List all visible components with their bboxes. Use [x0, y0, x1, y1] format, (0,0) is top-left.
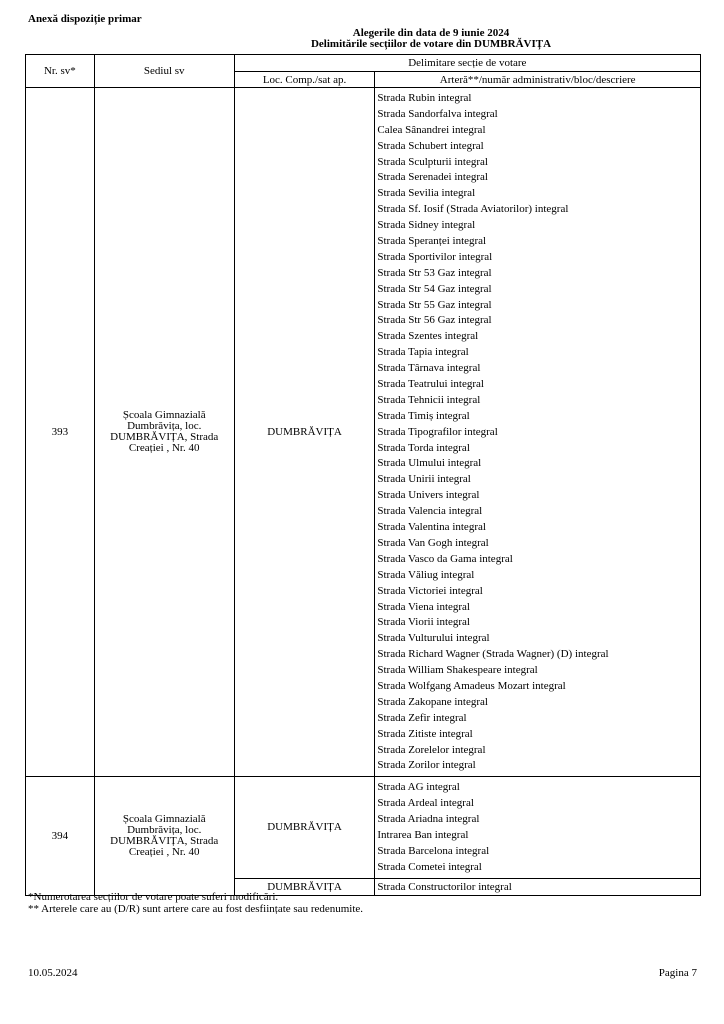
street-item: Strada Sevilia integral	[377, 187, 476, 200]
locality: DUMBRĂVIȚA	[234, 777, 375, 878]
street-item: Strada Serenadei integral	[377, 171, 488, 184]
street-item: Strada Zorelelor integral	[377, 743, 486, 756]
street-item: Strada Str 54 Gaz integral	[377, 282, 492, 295]
street-item: Strada Teatrului integral	[377, 378, 484, 391]
street-item: Strada Str 56 Gaz integral	[377, 314, 492, 327]
street-item: Strada Richard Wagner (Strada Wagner) (D) integral	[377, 648, 609, 661]
venue-line: Școala Gimnazială	[122, 409, 206, 422]
street-item: Strada Str 55 Gaz integral	[377, 298, 492, 311]
section-venue	[94, 88, 234, 777]
venue-line: DUMBRĂVIȚA, Strada	[110, 431, 219, 444]
street-item: Strada Văliug integral	[377, 568, 475, 581]
street-item: Strada Sportivilor integral	[377, 250, 493, 263]
street-item: Strada Szentes integral	[377, 330, 479, 343]
street-item: Strada Cometei integral	[377, 860, 482, 873]
street-item: Strada Viorii integral	[377, 616, 470, 629]
annex-label: Anexă dispoziție primar	[28, 13, 142, 25]
header-nr: Nr. sv*	[26, 55, 95, 88]
street-item: Strada Tapia integral	[377, 346, 469, 359]
street-item: Strada Viena integral	[377, 600, 470, 613]
street-item: Calea Sânandrei integral	[377, 123, 486, 136]
street-item: Strada Torda integral	[377, 441, 470, 454]
street-item: Strada AG integral	[377, 781, 460, 794]
venue-line: Creației , Nr. 40	[128, 442, 200, 455]
footnote-1: *Numerotarea secțiilor de votare poate suferi modificări.	[28, 891, 279, 903]
locality: DUMBRĂVIȚA	[234, 88, 375, 777]
venue-line: Dumbrăvița, loc.	[127, 420, 202, 433]
street-item: Strada Victoriei integral	[377, 584, 483, 597]
header-loc: Loc. Comp./sat ap.	[234, 72, 375, 88]
footer-date: 10.05.2024	[28, 967, 78, 979]
street-item: Strada Tipografilor integral	[377, 425, 498, 438]
street-item: Strada Univers integral	[377, 489, 480, 502]
street-item: Strada Tehnicii integral	[377, 393, 481, 406]
street-item: Strada Sidney integral	[377, 219, 476, 232]
title-line-2: Delimitările secțiilor de votare din DUMBRĂVIȚA	[310, 38, 552, 50]
street-item: Strada Valentina integral	[377, 521, 486, 534]
street-item: Strada Vasco da Gama integral	[377, 552, 513, 565]
street-item: Strada Ariadna integral	[377, 813, 480, 826]
venue-line: Școala Gimnazială	[122, 812, 206, 825]
street-list	[375, 777, 701, 878]
street-item: Intrarea Ban integral	[377, 828, 469, 841]
street-item: Strada Constructorilor integral	[375, 878, 701, 895]
street-list	[375, 88, 701, 777]
street-item: Strada Rubin integral	[377, 92, 472, 104]
venue-line: Creației , Nr. 40	[128, 845, 200, 858]
street-item: Strada Speranței integral	[377, 235, 487, 248]
document-subtitle	[0, 38, 724, 50]
street-item: Strada Zorilor integral	[377, 759, 476, 772]
street-item: Strada Ardeal integral	[377, 797, 474, 810]
footer-page: Pagina 7	[658, 967, 697, 979]
street-item: Strada Sf. Iosif (Strada Aviatorilor) integral	[377, 203, 569, 216]
street-item: Strada Van Gogh integral	[377, 536, 489, 549]
header-delimitare: Delimitare secție de votare	[234, 55, 700, 72]
street-item: Strada Sandorfalva integral	[377, 107, 498, 120]
section-venue	[94, 777, 234, 895]
street-item: Strada Zitiste integral	[377, 727, 473, 740]
table-row	[26, 88, 701, 777]
section-number: 394	[26, 777, 95, 895]
street-item: Strada Wolfgang Amadeus Mozart integral	[377, 679, 566, 692]
street-item: Strada Ulmului integral	[377, 457, 482, 470]
locality: DUMBRĂVIȚA	[234, 878, 375, 895]
sections-table	[25, 54, 701, 896]
street-item: Strada William Shakespeare integral	[377, 664, 538, 677]
street-item: Strada Unirii integral	[377, 473, 471, 486]
venue-line: Dumbrăvița, loc.	[127, 823, 202, 836]
street-item: Strada Str 53 Gaz integral	[377, 266, 492, 279]
header-artera: Arteră**/număr administrativ/bloc/descriere	[375, 72, 701, 88]
footnote-2: ** Arterele care au (D/R) sunt artere care au fost desființate sau redenumite.	[28, 903, 364, 915]
street-item: Strada Târnava integral	[377, 362, 481, 375]
street-item: Strada Vulturului integral	[377, 632, 490, 645]
street-item: Strada Zakopane integral	[377, 695, 488, 708]
street-item: Strada Timiș integral	[377, 409, 470, 422]
header-sediu: Sediul sv	[94, 55, 234, 88]
section-number: 393	[26, 88, 95, 777]
street-item: Strada Valencia integral	[377, 505, 483, 518]
venue-line: DUMBRĂVIȚA, Strada	[110, 834, 219, 847]
table-row	[26, 777, 701, 878]
street-item: Strada Barcelona integral	[377, 844, 490, 857]
title-line-1: Alegerile din data de 9 iunie 2024	[352, 27, 510, 39]
street-item: Strada Zefir integral	[377, 711, 467, 724]
street-item: Strada Sculpturii integral	[377, 155, 488, 168]
street-item: Strada Schubert integral	[377, 139, 484, 152]
